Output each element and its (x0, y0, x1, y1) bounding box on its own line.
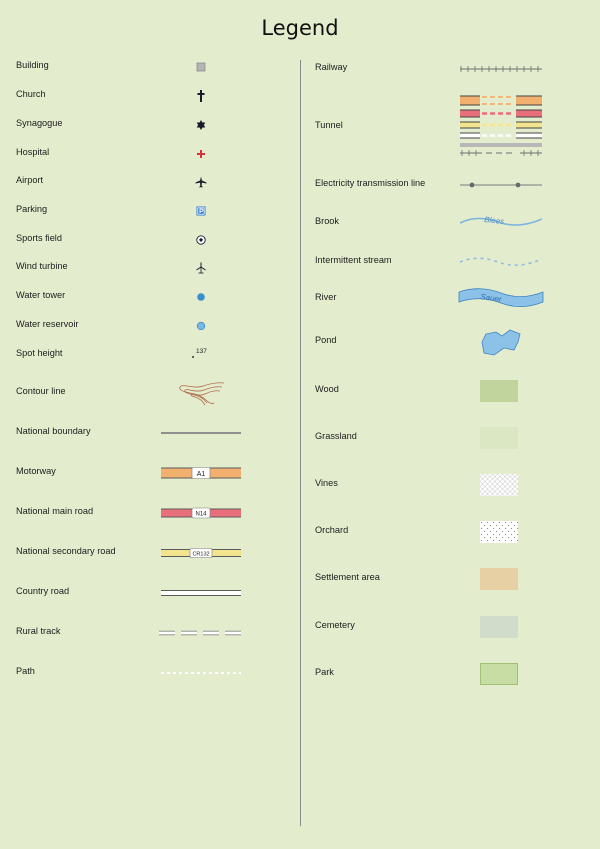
hospital-icon (196, 149, 206, 159)
motorway-line (161, 467, 241, 479)
legend-label: Sports field (16, 233, 62, 243)
path-line (161, 671, 241, 675)
national-boundary-line (161, 431, 241, 435)
legend-label: Wood (315, 384, 339, 394)
legend-label: Hospital (16, 147, 50, 157)
tunnel-icon (460, 95, 542, 159)
intermittent-stream-line (460, 256, 542, 268)
secondary-road-shield-text: CR132 (192, 551, 210, 558)
river-name: Sauer (479, 292, 503, 304)
legend-label: Motorway (16, 466, 56, 476)
legend-label: Intermittent stream (315, 255, 392, 265)
legend-label: Electricity transmission line (315, 178, 426, 188)
legend-label: Water tower (16, 290, 66, 300)
legend-label: National secondary road (16, 546, 116, 556)
park-area (480, 663, 518, 685)
national-secondary-road-line (161, 547, 241, 559)
legend-label: Settlement area (315, 572, 380, 582)
legend-label: River (315, 292, 337, 302)
legend-label: Spot height (16, 348, 63, 358)
legend-label: Synagogue (16, 118, 63, 128)
legend-label: Path (16, 666, 35, 676)
railway-line (460, 64, 542, 74)
legend-label: Tunnel (315, 120, 343, 130)
legend-title: Legend (261, 16, 339, 40)
legend-label: Wind turbine (16, 261, 68, 271)
grassland-area (480, 427, 518, 449)
legend-label: Rural track (16, 626, 61, 636)
legend-label: Railway (315, 62, 348, 72)
legend-label: Church (16, 89, 46, 99)
water-reservoir-icon (196, 321, 206, 331)
spot-height-value: 137 (196, 348, 207, 355)
legend-label: National boundary (16, 426, 91, 436)
column-divider (300, 60, 301, 826)
water-tower-icon (196, 292, 206, 302)
legend-label: Country road (16, 586, 70, 596)
brook-line (460, 213, 542, 231)
legend-label: Parking (16, 204, 48, 214)
pond-area (480, 328, 522, 358)
spot-height-dot (191, 355, 195, 359)
legend-label: Contour line (16, 386, 66, 396)
motorway-shield-text: A1 (196, 471, 206, 478)
river-line (458, 288, 544, 310)
contour-line-icon (176, 380, 226, 406)
main-road-shield-text: N14 (195, 511, 207, 518)
country-road-line (161, 589, 241, 597)
national-main-road-line (161, 507, 241, 519)
legend-label: National main road (16, 506, 94, 516)
power-line (460, 181, 542, 189)
legend-label: Cemetery (315, 620, 355, 630)
legend-label: Water reservoir (16, 319, 79, 329)
brook-name: Blees (483, 215, 505, 227)
orchard-area (480, 521, 518, 543)
legend-label: Orchard (315, 525, 349, 535)
legend-label: Park (315, 667, 334, 677)
airport-icon (195, 176, 207, 188)
legend-label: Vines (315, 478, 338, 488)
cemetery-area (480, 616, 518, 638)
building-icon (196, 62, 206, 72)
rural-track-line (159, 630, 243, 636)
synagogue-icon (196, 120, 206, 130)
wood-area (480, 380, 518, 402)
legend-label: Pond (315, 335, 337, 345)
legend-label: Building (16, 60, 49, 70)
wind-turbine-icon (195, 262, 207, 274)
settlement-area (480, 568, 518, 590)
parking-icon (196, 206, 206, 216)
legend-label: Brook (315, 216, 340, 226)
sports-field-icon (196, 235, 206, 245)
legend-label: Airport (16, 175, 44, 185)
church-icon (196, 90, 206, 102)
legend-label: Grassland (315, 431, 357, 441)
vines-area (480, 474, 518, 496)
